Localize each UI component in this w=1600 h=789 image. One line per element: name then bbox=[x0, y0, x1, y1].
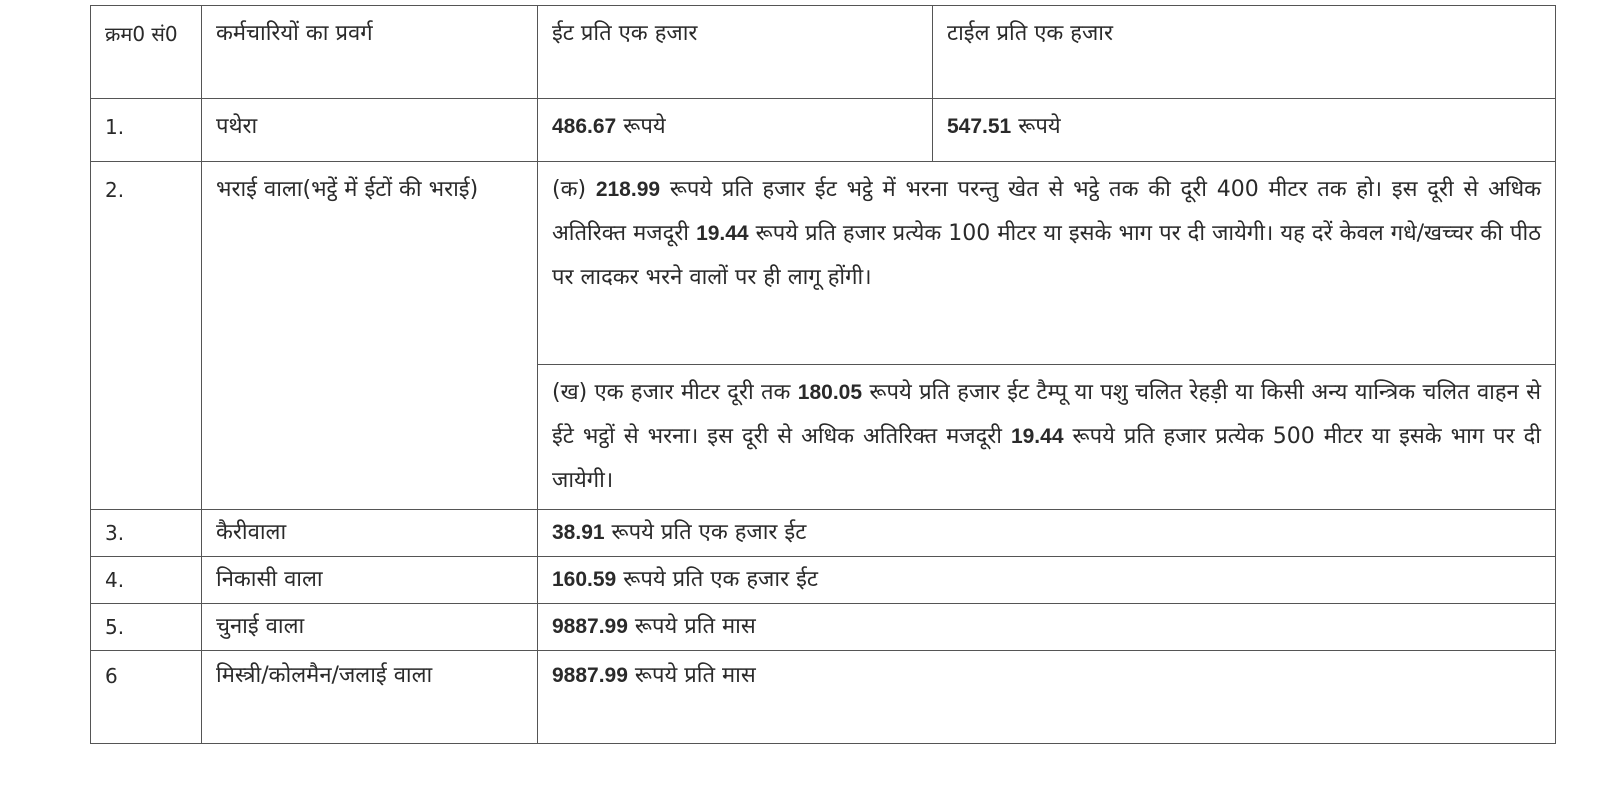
row-serial: 1. bbox=[91, 99, 202, 162]
amount: 9887.99 bbox=[552, 615, 628, 638]
row-rate bbox=[538, 510, 1556, 557]
amount: 19.44 bbox=[696, 222, 749, 245]
header-tile-rate: टाईल प्रति एक हजार bbox=[933, 6, 1556, 99]
row-rate bbox=[538, 604, 1556, 651]
row-category: पथेरा bbox=[202, 99, 538, 162]
row-category: भराई वाला(भट्ठें में ईटों की भराई) bbox=[202, 162, 538, 510]
row-rate-description-a bbox=[538, 162, 1556, 365]
rate-unit: रूपये bbox=[1011, 114, 1061, 139]
desc-text: रूपये प्रति हजार ईट टैम्पू या पशु चलित रेहड़ी या किसी अन्य यान्त्रिक चलित वाहन से ईटे भट्ठों से भरना। इस दूरी से अधिक अतिरिक्त मजदूरी bbox=[552, 380, 1541, 449]
row-category: चुनाई वाला bbox=[202, 604, 538, 651]
amount: 218.99 bbox=[595, 178, 661, 201]
row-serial: 4. bbox=[91, 557, 202, 604]
table-row bbox=[91, 604, 1556, 651]
header-serial-number: क्रम0 सं0 bbox=[91, 6, 202, 99]
amount: 9887.99 bbox=[552, 664, 628, 687]
header-employee-category: कर्मचारियों का प्रवर्ग bbox=[202, 6, 538, 99]
row-category: निकासी वाला bbox=[202, 557, 538, 604]
desc-text: रूपये प्रति हजार प्रत्येक 500 मीटर या इसके भाग पर दी जायेगी। bbox=[552, 424, 1541, 493]
row-rate bbox=[538, 651, 1556, 744]
rate-unit: रूपये प्रति एक हजार ईट bbox=[604, 520, 807, 545]
row-brick-rate bbox=[538, 99, 933, 162]
amount: 38.91 bbox=[552, 521, 605, 544]
amount: 160.59 bbox=[552, 568, 617, 591]
desc-prefix: (ख) एक हजार मीटर दूरी तक bbox=[552, 380, 798, 405]
row-category: मिस्त्री/कोलमैन/जलाई वाला bbox=[202, 651, 538, 744]
amount: 486.67 bbox=[552, 115, 617, 138]
desc-prefix: (क) bbox=[552, 177, 596, 202]
row-serial: 5. bbox=[91, 604, 202, 651]
row-rate-description-b bbox=[538, 365, 1556, 510]
rate-unit: रूपये bbox=[616, 114, 666, 139]
rate-unit: रूपये प्रति मास bbox=[627, 614, 756, 639]
header-brick-rate: ईट प्रति एक हजार bbox=[538, 6, 933, 99]
row-serial: 3. bbox=[91, 510, 202, 557]
row-category: कैरीवाला bbox=[202, 510, 538, 557]
table-header-row bbox=[91, 6, 1556, 99]
rate-unit: रूपये प्रति एक हजार ईट bbox=[616, 567, 818, 592]
wage-rate-table bbox=[90, 5, 1556, 744]
amount: 19.44 bbox=[1010, 425, 1064, 448]
table-row bbox=[91, 162, 1556, 365]
table-row bbox=[91, 510, 1556, 557]
amount: 547.51 bbox=[947, 115, 1012, 138]
table-row bbox=[91, 557, 1556, 604]
desc-text: रूपये प्रति हजार प्रत्येक 100 मीटर या इसके भाग पर दी जायेगी। यह दरें केवल गधे/खच्चर की पीठ पर लादकर भरने वालों पर ही लागू होंगी। bbox=[552, 221, 1541, 290]
row-tile-rate bbox=[933, 99, 1556, 162]
desc-text: रूपये प्रति हजार ईट भट्ठे में भरना परन्तु खेत से भट्ठे तक की दूरी 400 मीटर तक हो। इस दूरी से अधिक अतिरिक्त मजदूरी bbox=[552, 177, 1541, 246]
row-serial: 2. bbox=[91, 162, 202, 510]
table-row bbox=[91, 651, 1556, 744]
table-row bbox=[91, 99, 1556, 162]
rate-unit: रूपये प्रति मास bbox=[627, 663, 756, 688]
amount: 180.05 bbox=[797, 381, 863, 404]
row-serial: 6 bbox=[91, 651, 202, 744]
row-rate bbox=[538, 557, 1556, 604]
